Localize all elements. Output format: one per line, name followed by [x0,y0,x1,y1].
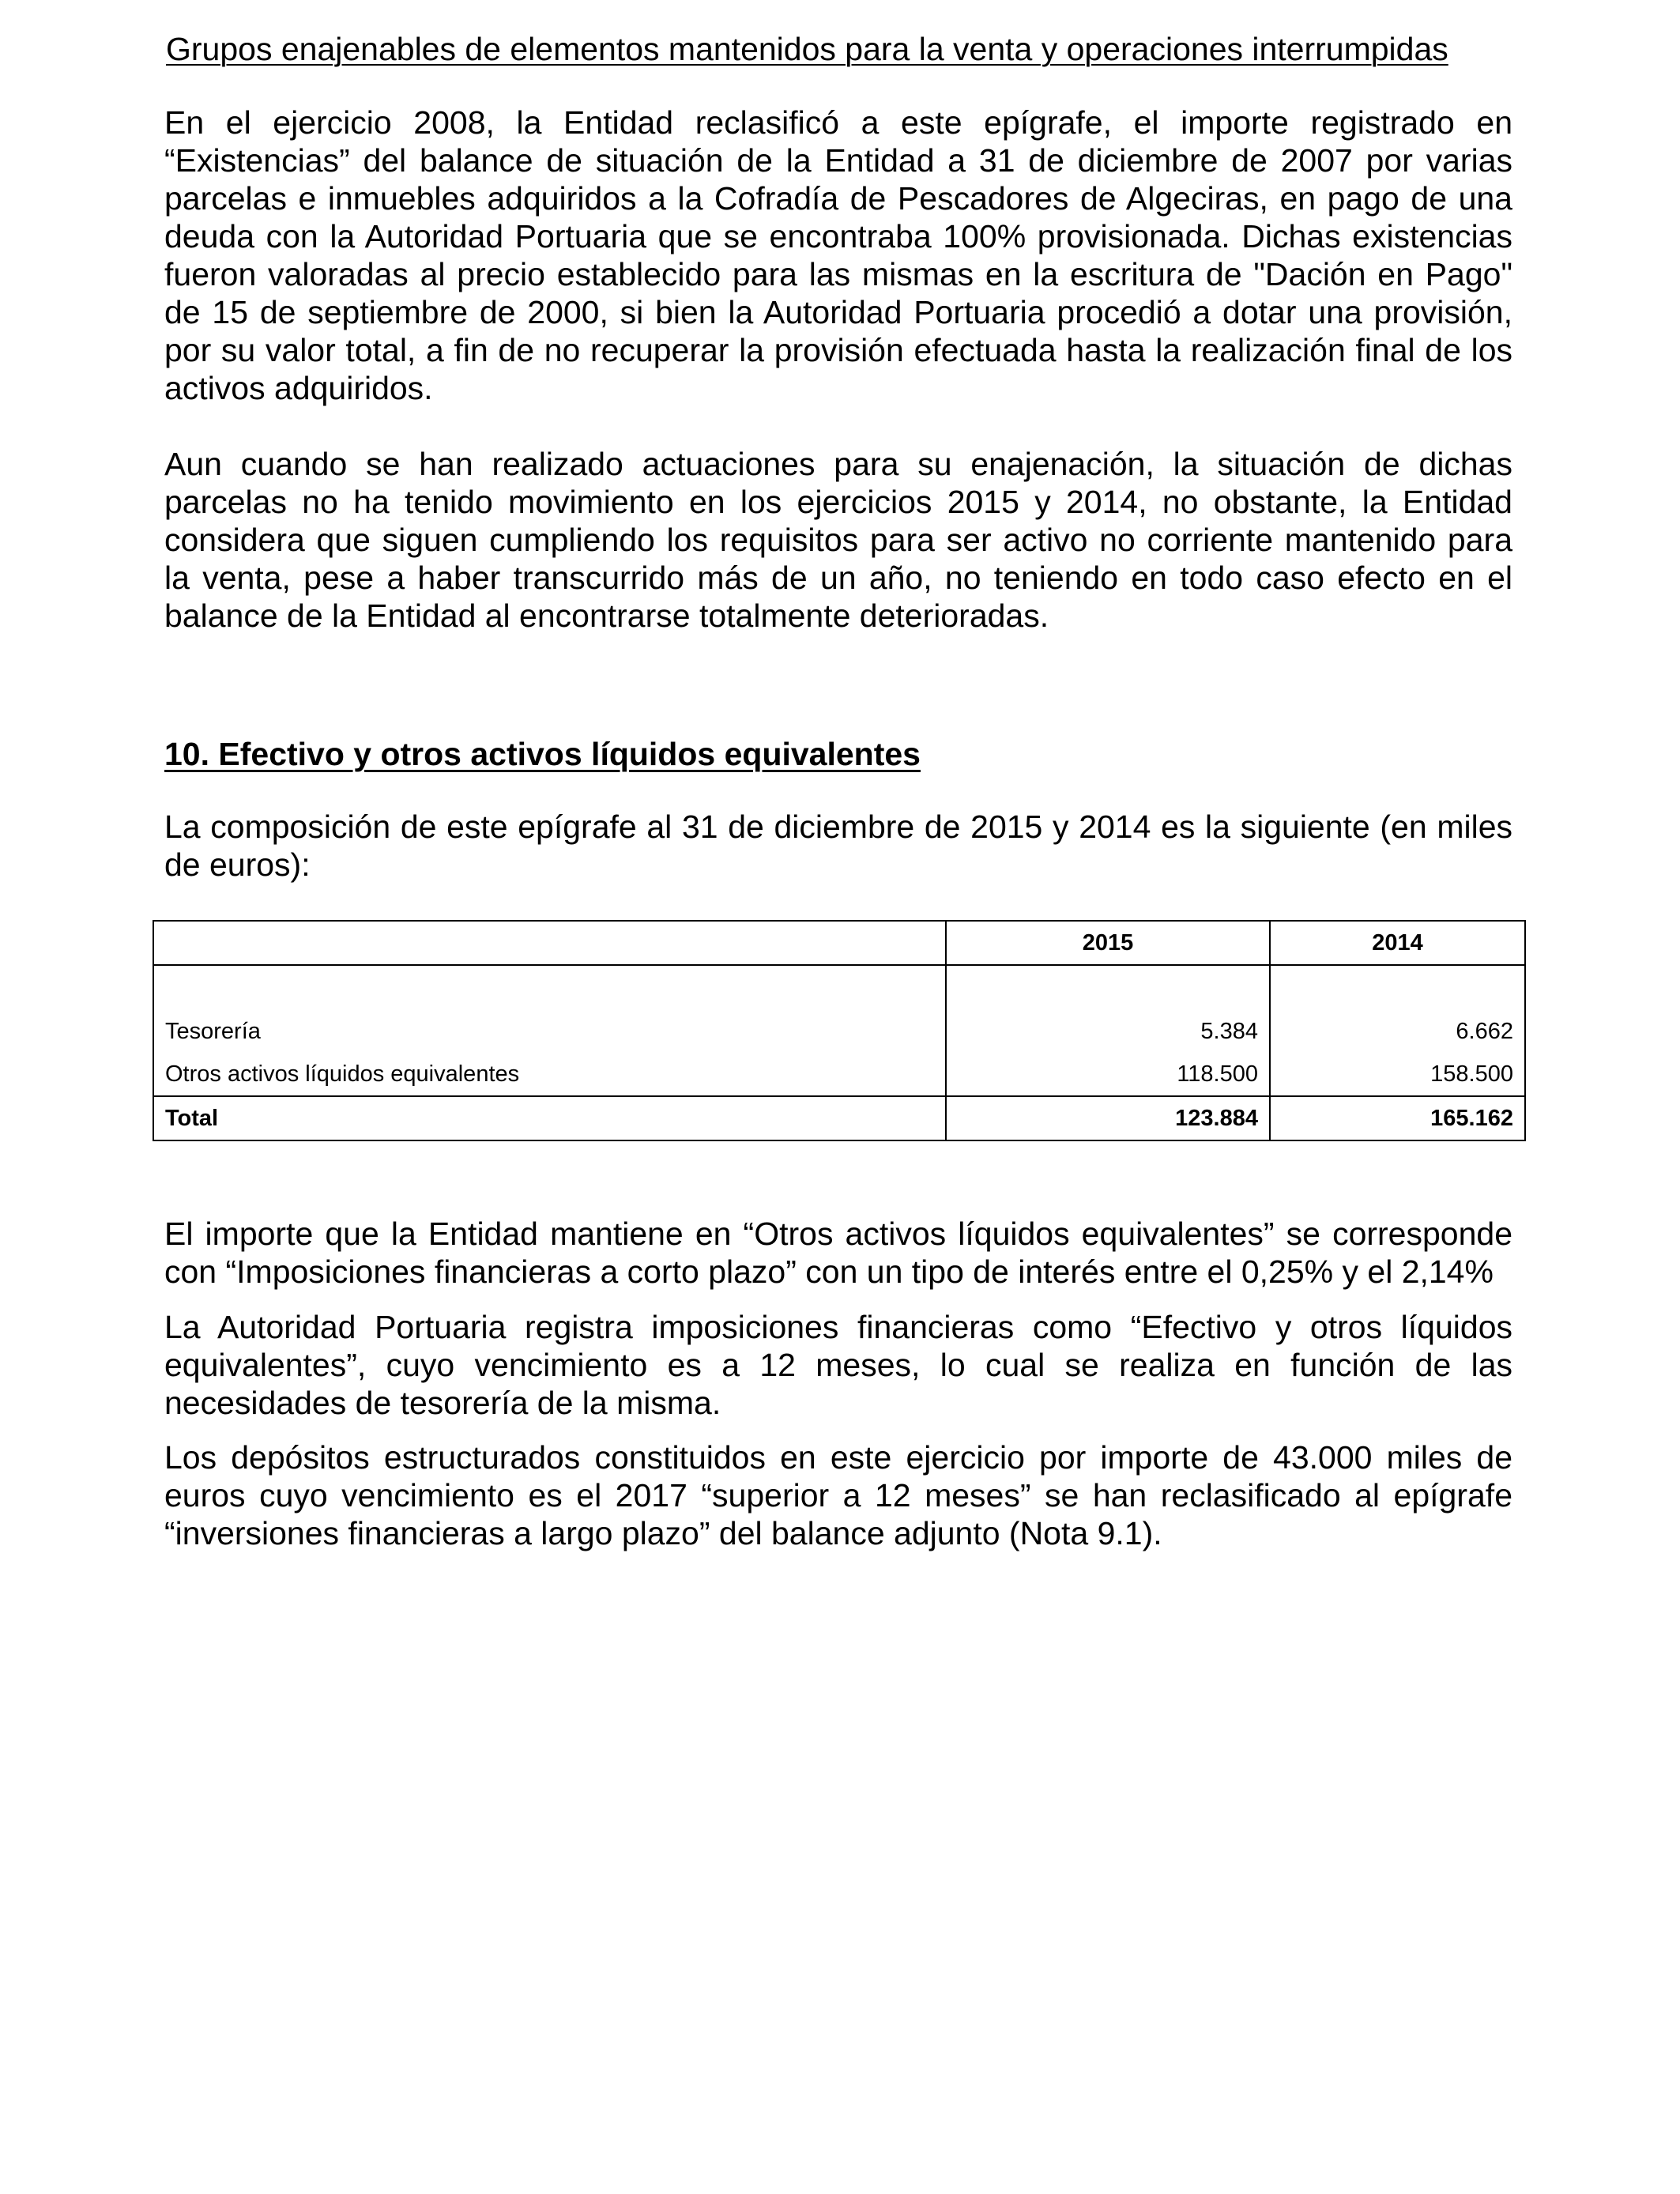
row-value-2015: 118.500 [946,1053,1270,1096]
row-label-tesoreria: Tesorería [153,1010,946,1053]
total-label: Total [153,1096,946,1140]
paragraph-deposits-maturity: La Autoridad Portuaria registra imposiciones financieras como “Efectivo y otros líquidos equivalentes”, cuyo vencimiento es a 12 meses, lo cual se realiza en función de las necesidades de tesorería de la misma. [164,1309,1512,1421]
column-header-label [153,921,946,965]
column-header-2015: 2015 [946,921,1270,965]
total-value-2014: 165.162 [1270,1096,1525,1140]
row-value-2015: 5.384 [946,1010,1270,1053]
paragraph-reclassification: En el ejercicio 2008, la Entidad reclasificó a este epígrafe, el importe registrado en “Existencias” del balance de situación de la Entidad a 31 de diciembre de 2007 por varias parcelas e inmuebles adquiridos a la Cofradía de Pescadores de Algeciras, en pago de una deuda con la Autoridad Portuaria que se encontraba 100% provisionada. Dichas existencias fueron valoradas al precio establecido para las mismas en la escritura de "Dación en Pago" de 15 de septiembre de 2000, si bien la Autoridad Portuaria procedió a dotar una provisión, por su valor total, a fin de no recuperar la provisión efectuada hasta la realización final de los activos adquiridos. [164,104,1512,406]
table-header-row [153,921,1525,965]
page-header: Grupos enajenables de elementos mantenidos para la venta y operaciones interrumpidas [166,31,1448,67]
column-header-2014: 2014 [1270,921,1525,965]
table-row [153,1053,1525,1096]
row-value-2014: 158.500 [1270,1053,1525,1096]
paragraph-interest-rate: El importe que la Entidad mantiene en “Otros activos líquidos equivalentes” se corresponde con “Imposiciones financieras a corto plazo” con un tipo de interés entre el 0,25% y el 2,14% [164,1216,1512,1290]
row-label-otros-activos: Otros activos líquidos equivalentes [153,1053,946,1096]
table-total-row [153,1096,1525,1140]
cash-composition-table [153,920,1526,1141]
paragraph-structured-deposits: Los depósitos estructurados constituidos en este ejercicio por importe de 43.000 miles de euros cuyo vencimiento es el 2017 “superior a 12 meses” se han reclasificado al epígrafe “inversiones financieras a largo plazo” del balance adjunto (Nota 9.1). [164,1439,1512,1551]
paragraph-parcel-status: Aun cuando se han realizado actuaciones para su enajenación, la situación de dichas parcelas no ha tenido movimiento en los ejercicios 2015 y 2014, no obstante, la Entidad considera que siguen cumpliendo los requisitos para ser activo no corriente mantenido para la venta, pese a haber transcurrido más de un año, no teniendo en todo caso efecto en el balance de la Entidad al encontrarse totalmente deterioradas. [164,446,1512,634]
section-intro: La composición de este epígrafe al 31 de diciembre de 2015 y 2014 es la siguiente (en miles de euros): [164,809,1512,883]
table-spacer-row [153,965,1525,1010]
total-value-2015: 123.884 [946,1096,1270,1140]
table-row [153,1010,1525,1053]
section-heading: 10. Efectivo y otros activos líquidos equivalentes [164,736,921,772]
row-value-2014: 6.662 [1270,1010,1525,1053]
